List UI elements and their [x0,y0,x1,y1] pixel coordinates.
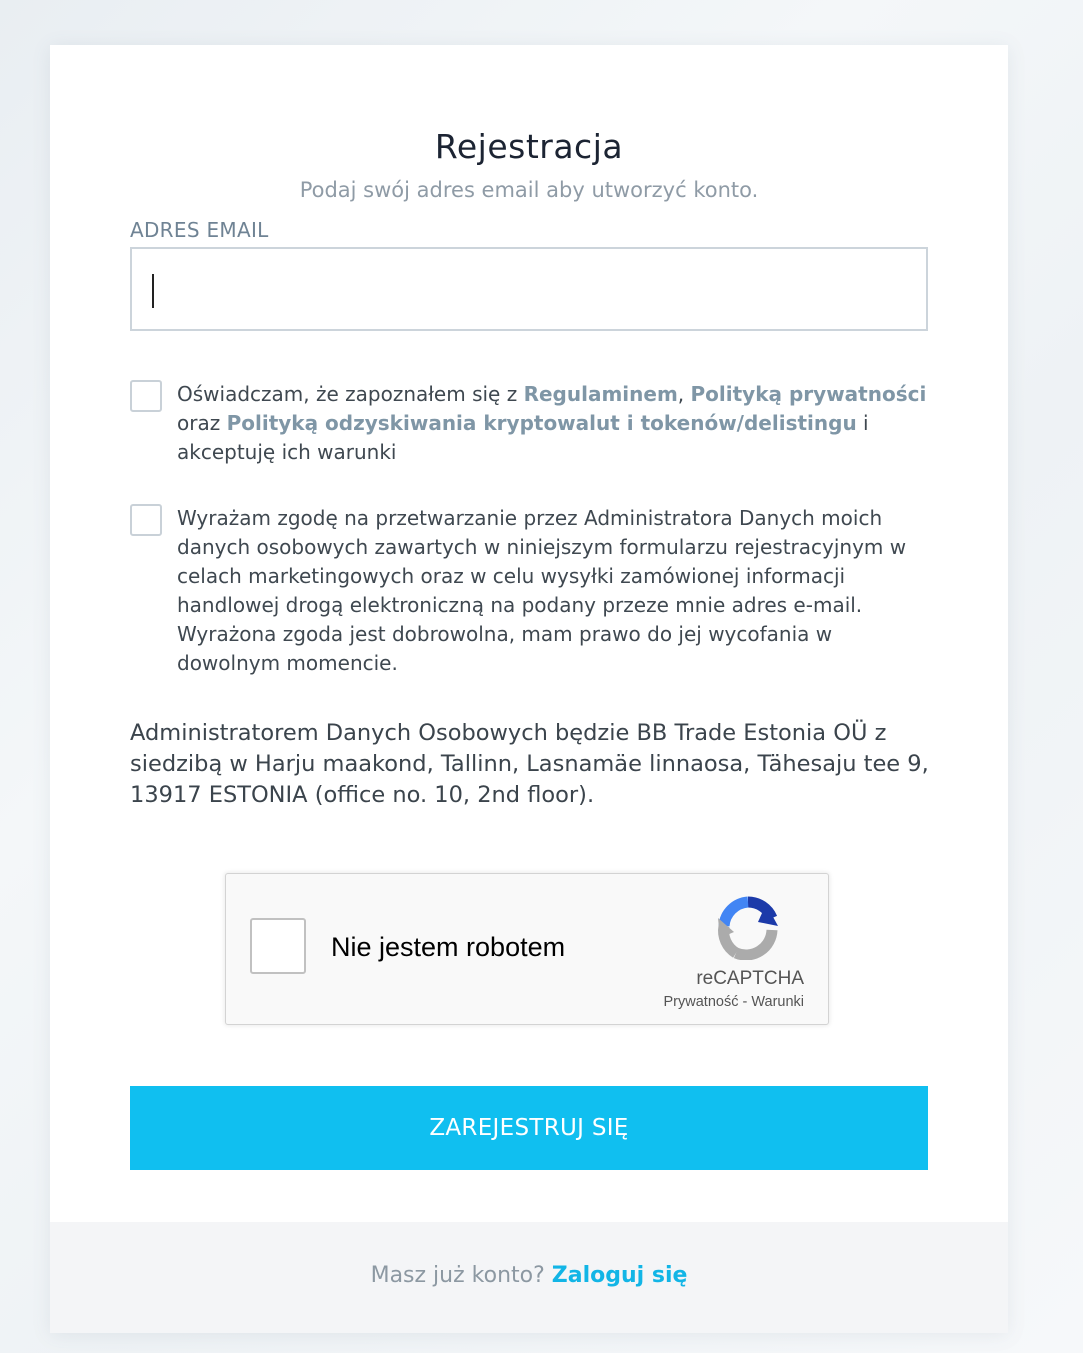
login-link[interactable]: Zaloguj się [551,1263,688,1288]
recaptcha-privacy-link[interactable]: Prywatność [663,994,739,1010]
regulamin-link[interactable]: Regulaminem [523,382,678,406]
delisting-policy-link[interactable]: Polityką odzyskiwania kryptowalut i tokenów/delistingu [226,411,857,435]
marketing-consent-text: Wyrażam zgodę na przetwarzanie przez Administratora Danych moich danych osobowych zawartych w niniejszym formularzu rejestracyjnym w celach marketingowych oraz w celu wysyłki zamówionej informacji handlowej drogą elektroniczną na podany przeze mnie adres e-mail. Wyrażona zgoda jest dobrowolna, mam prawo do jej wycofania w dowolnym momencie. [177,506,907,675]
recaptcha-brand: reCAPTCHA [696,968,804,989]
privacy-policy-link[interactable]: Polityką prywatności [690,382,927,406]
recaptcha-terms-link[interactable]: Warunki [751,994,804,1010]
terms-separator-2: oraz [177,411,227,435]
email-label: ADRES EMAIL [130,218,269,242]
page-title: Rejestracja [434,127,624,166]
terms-consent-text [177,380,937,467]
terms-checkbox[interactable] [130,380,162,412]
terms-text-after: i akceptuję ich warunki [177,411,869,464]
recaptcha-links [664,994,804,1010]
recaptcha-links-separator: - [738,994,752,1010]
terms-consent-row [130,380,928,475]
marketing-checkbox[interactable] [130,504,162,536]
recaptcha-label: Nie jestem robotem [331,932,566,962]
register-button[interactable]: ZAREJESTRUJ SIĘ [130,1086,928,1170]
text-caret [152,274,154,308]
terms-separator-1: , [677,382,691,406]
data-administrator-notice: Administratorem Danych Osobowych będzie BB Trade Estonia OÜ z siedzibą w Harju maakond, Tallinn, Lasnamäe linnaosa, Tähesaju tee 9, 13917 ESTONIA (office no. 10, 2nd floor). [130,720,929,808]
recaptcha-widget [225,873,829,1025]
recaptcha-checkbox[interactable] [250,918,306,974]
page-subtitle: Podaj swój adres email aby utworzyć konto. [299,178,759,202]
registration-card [50,45,1008,1333]
footer-login-prompt [50,1263,1008,1288]
footer-prompt-text: Masz już konto? [370,1263,552,1288]
recaptcha-logo-icon [716,896,780,960]
email-input[interactable] [130,247,928,331]
terms-text-before: Oświadczam, że zapoznałem się z [177,382,524,406]
footer [50,1222,1008,1333]
marketing-consent-row [130,504,928,684]
